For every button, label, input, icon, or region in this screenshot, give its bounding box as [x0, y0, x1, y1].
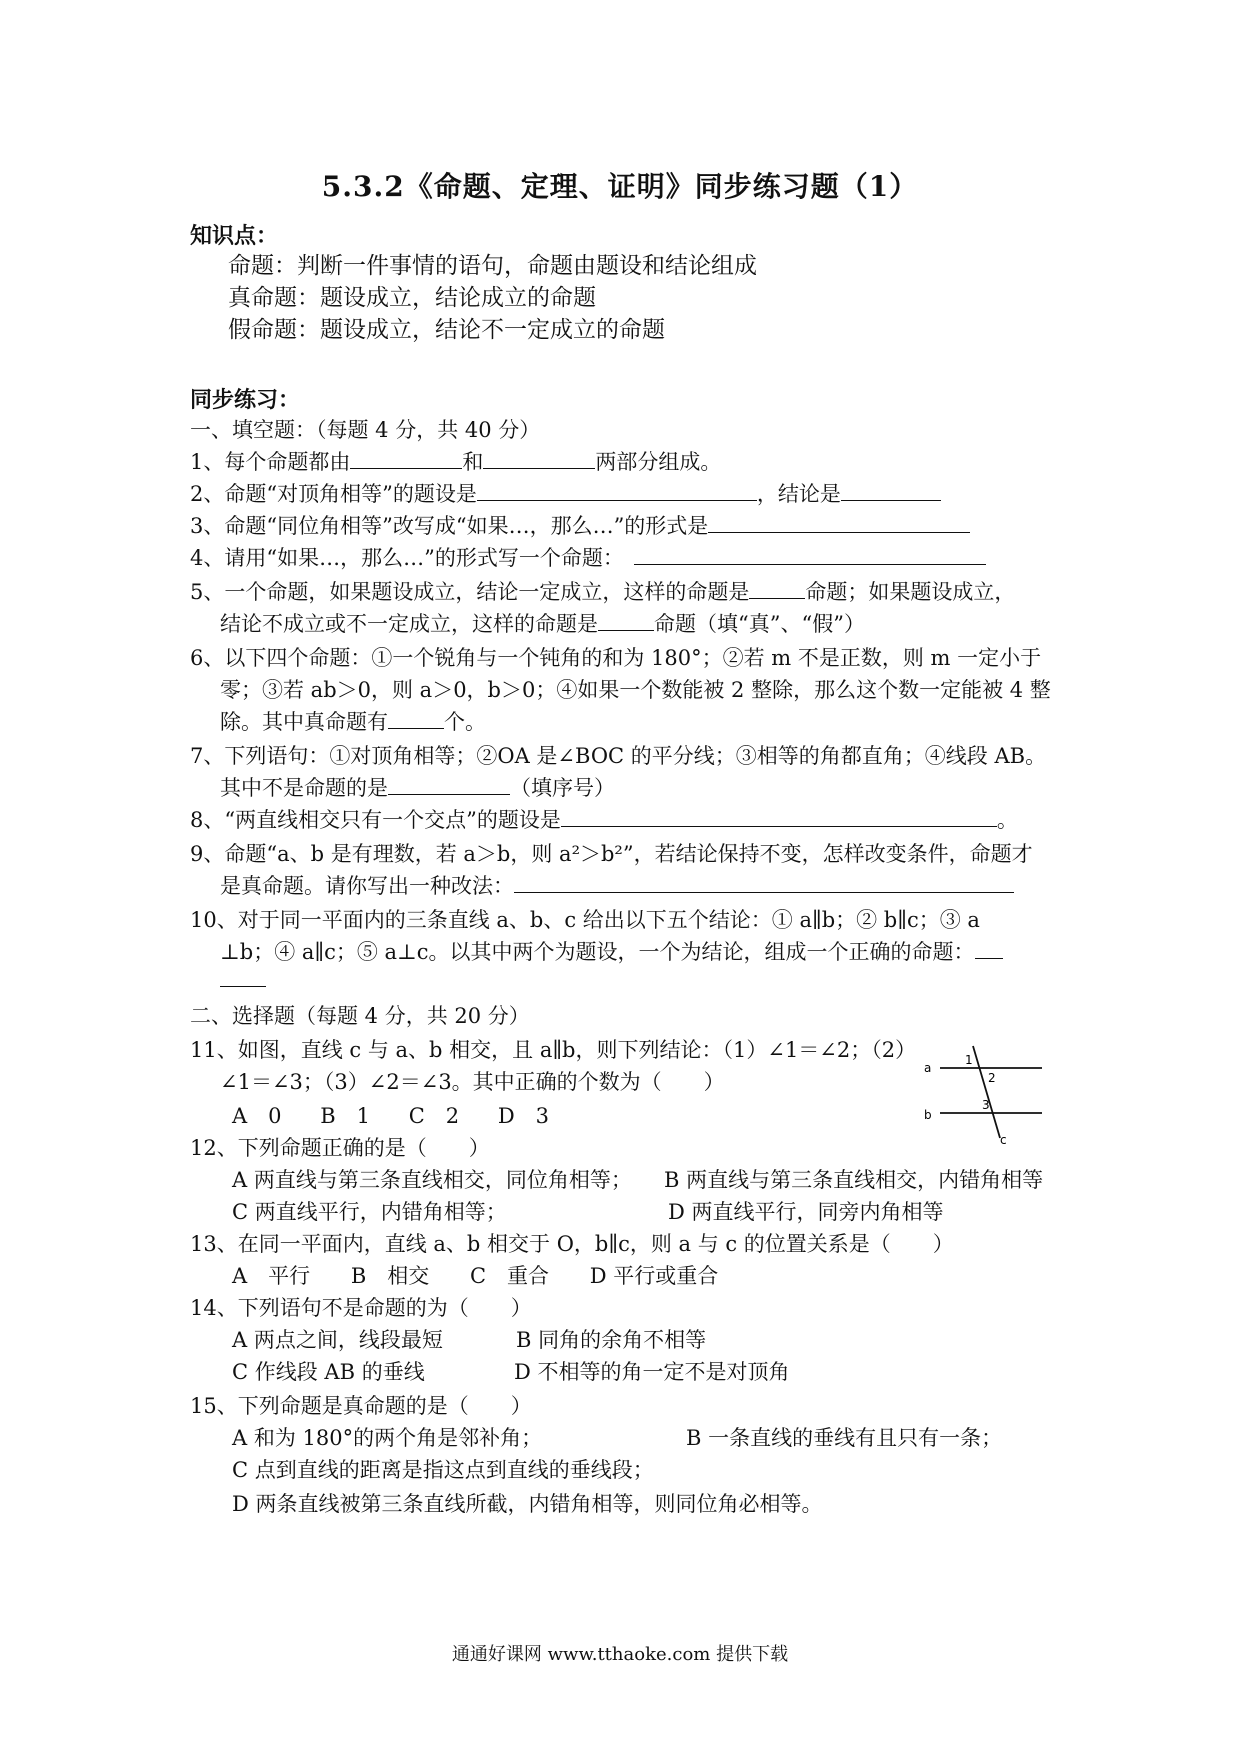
answer-blank[interactable] [388, 708, 444, 729]
line-c [973, 1046, 1000, 1138]
option-d[interactable]: D 两直线平行，同旁内角相等 [668, 1200, 944, 1224]
question-6-line-3: 除。其中真命题有 个。 [220, 710, 486, 734]
question-7-line-2: 其中不是命题的是 （填序号） [220, 776, 615, 800]
answer-blank[interactable] [350, 448, 462, 469]
question-14: 14、下列语句不是命题的为（ ） [190, 1296, 532, 1320]
answer-blank[interactable] [483, 448, 595, 469]
option-d[interactable]: D 平行或重合 [589, 1264, 719, 1288]
question-15: 15、下列命题是真命题的是（ ） [190, 1394, 532, 1418]
angle-label-2: 2 [988, 1071, 996, 1085]
option-a[interactable]: A 两点之间，线段最短 [232, 1328, 443, 1352]
question-3: 3、命题“同位角相等”改写成“如果…，那么…”的形式是 [190, 512, 970, 540]
option-d[interactable]: D 3 [497, 1104, 550, 1128]
question-4: 4、请用“如果…，那么…”的形式写一个命题： [190, 544, 986, 572]
option-c[interactable]: C 两直线平行，内错角相等； [232, 1200, 507, 1224]
answer-blank[interactable] [975, 938, 1003, 959]
choice-section-header: 二、选择题（每题 4 分，共 20 分） [190, 1004, 530, 1028]
answer-blank[interactable] [634, 544, 986, 565]
question-12: 12、下列命题正确的是（ ） [190, 1136, 490, 1160]
question-5-line-2: 结论不成立或不一定成立，这样的命题是 命题（填“真”、“假”） [220, 612, 865, 636]
option-b[interactable]: B 一条直线的垂线有且只有一条； [686, 1426, 1003, 1450]
angle-label-1: 1 [965, 1053, 973, 1067]
answer-blank[interactable] [708, 512, 970, 533]
question-11: 11、如图，直线 c 与 a、b 相交，且 a∥b，则下列结论：（1）∠1＝∠2；（2） [190, 1038, 917, 1062]
option-d[interactable]: D 两条直线被第三条直线所截，内错角相等，则同位角必相等。 [232, 1492, 823, 1516]
answer-blank[interactable] [749, 578, 805, 599]
parallel-lines-figure [920, 1042, 1050, 1146]
question-13: 13、在同一平面内，直线 a、b 相交于 O，b∥c，则 a 与 c 的位置关系是（ ） [190, 1232, 954, 1256]
answer-blank[interactable] [514, 872, 1014, 893]
question-11-line-2: ∠1＝∠3；（3）∠2＝∠3。其中正确的个数为（ ） [220, 1070, 725, 1094]
fill-section-header: 一、填空题：（每题 4 分，共 40 分） [190, 418, 541, 442]
option-b[interactable]: B 两直线与第三条直线相交，内错角相等 [664, 1168, 1044, 1192]
knowledge-item: 真命题：题设成立，结论成立的命题 [228, 285, 596, 311]
knowledge-item: 假命题：题设成立，结论不一定成立的命题 [228, 317, 665, 343]
question-5: 5、一个命题，如果题设成立，结论一定成立，这样的命题是 命题；如果题设成立， [190, 580, 1016, 604]
question-8: 8、“两直线相交只有一个交点”的题设是 。 [190, 808, 1018, 832]
practice-heading: 同步练习： [190, 387, 301, 413]
question-6-line-2: 零；③若 ab＞0，则 a＞0，b＞0；④如果一个数能被 2 整除，那么这个数一定能被 4 整 [220, 678, 1051, 702]
label-b: b [924, 1108, 932, 1122]
question-7: 7、下列语句：①对顶角相等；②OA 是∠BOC 的平分线；③相等的角都直角；④线段 AB。 [190, 744, 1047, 768]
option-c[interactable]: C 点到直线的距离是指这点到直线的垂线段； [232, 1458, 654, 1482]
question-9: 9、命题“a、b 是有理数，若 a＞b，则 a²＞b²”，若结论保持不变，怎样改变条件，命题才 [190, 842, 1033, 866]
option-c[interactable]: C 重合 [469, 1264, 550, 1288]
option-a[interactable]: A 两直线与第三条直线相交，同位角相等； [232, 1168, 632, 1192]
label-c: c [1000, 1133, 1007, 1146]
question-1: 1、每个命题都由 和 两部分组成。 [190, 450, 722, 474]
question-10-line-2: ⊥b；④ a∥c；⑤ a⊥c。以其中两个为题设，一个为结论，组成一个正确的命题： [220, 938, 1003, 966]
question-10: 10、对于同一平面内的三条直线 a、b、c 给出以下五个结论：① a∥b；② b∥c；③ a [190, 908, 980, 932]
answer-blank[interactable] [477, 480, 757, 501]
question-11-options [232, 1102, 549, 1130]
option-a[interactable]: A 和为 180°的两个角是邻补角； [232, 1426, 543, 1450]
question-2: 2、命题“对顶角相等”的题设是 ，结论是 [190, 480, 941, 508]
option-d[interactable]: D 不相等的角一定不是对顶角 [514, 1360, 790, 1384]
question-6: 6、以下四个命题：①一个锐角与一个钝角的和为 180°；②若 m 不是正数，则 m 一定小于 [190, 646, 1042, 670]
option-a[interactable]: A 0 [232, 1104, 282, 1128]
question-13-options [232, 1262, 718, 1290]
answer-blank[interactable] [561, 806, 997, 827]
knowledge-heading: 知识点： [190, 223, 279, 249]
option-b[interactable]: B 同角的余角不相等 [516, 1328, 707, 1352]
answer-blank[interactable] [388, 774, 510, 795]
answer-blank[interactable] [841, 480, 941, 501]
answer-blank[interactable] [220, 966, 266, 987]
option-a[interactable]: A 平行 [232, 1264, 311, 1288]
question-10-line-3 [220, 966, 266, 994]
option-c[interactable]: C 作线段 AB 的垂线 [232, 1360, 425, 1384]
answer-blank[interactable] [598, 610, 654, 631]
angle-label-3: 3 [982, 1098, 990, 1112]
option-c[interactable]: C 2 [408, 1104, 460, 1128]
option-b[interactable]: B 1 [320, 1104, 371, 1128]
page-footer: 通通好课网 www.tthaoke.com 提供下载 [451, 1644, 789, 1665]
page-title: 5.3.2《命题、定理、证明》同步练习题（1） [321, 170, 919, 203]
option-b[interactable]: B 相交 [350, 1264, 430, 1288]
label-a: a [924, 1061, 932, 1075]
question-9-line-2: 是真命题。请你写出一种改法： [220, 872, 1014, 900]
knowledge-item: 命题：判断一件事情的语句，命题由题设和结论组成 [228, 253, 757, 279]
